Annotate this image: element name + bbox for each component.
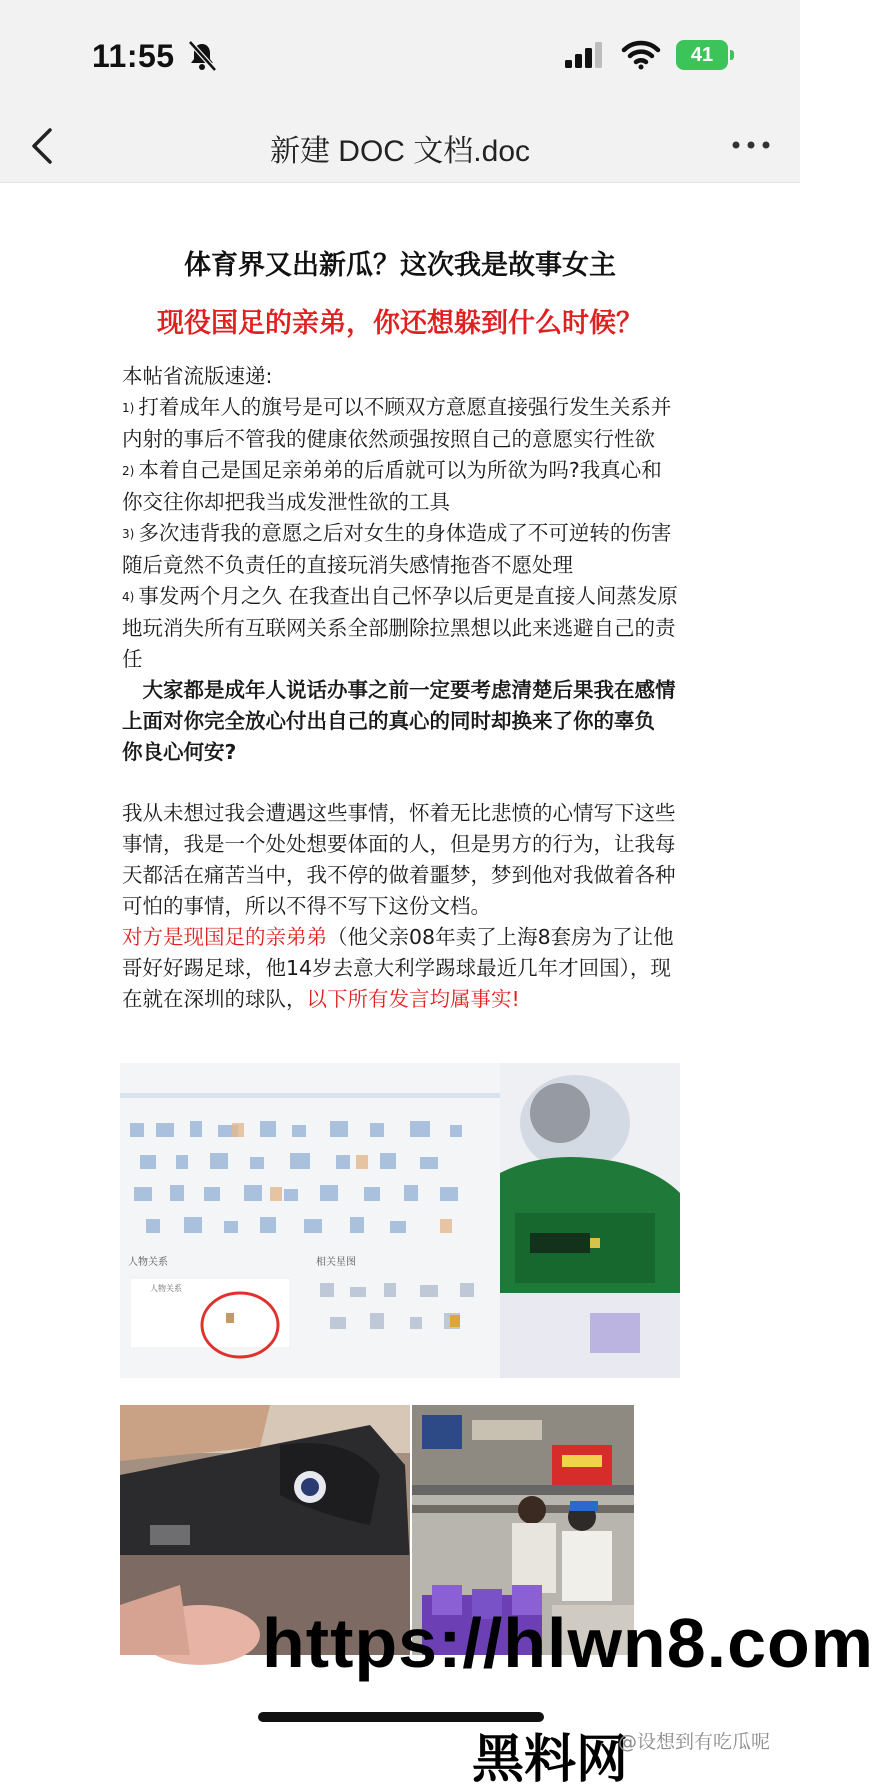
paragraph-2: 我从未想过我会遭遇这些事情，怀着无比悲愤的心情写下这些事情，我是一个处处想要体面的人，但是男方的行为，让我每天都活在痛苦当中，我不停的做着噩梦，梦到他对我做着各种可怕的事情，所以不得不写下这份文档。 (122, 801, 676, 918)
wifi-icon (622, 40, 660, 70)
cellular-signal-icon (565, 42, 605, 68)
red-highlight-2: 以下所有发言均属事实! (306, 987, 520, 1011)
list-item: 3) 多次违背我的意愿之后对女生的身体造成了不可逆转的伤害随后竟然不负责任的直接玩消失感情拖沓不愿处理 (122, 521, 672, 577)
list-item: 4) 事发两个月之久 在我查出自己怀孕以后更是直接人间蒸发原地玩消失所有互联网关系全部删除拉黑想以此来逃避自己的责任 (122, 584, 678, 671)
doc-body (122, 361, 682, 1015)
watermark-url: https://hlwn8.com (262, 1604, 874, 1682)
list-item: 1) 打着成年人的旗号是可以不顾双方意愿直接强行发生关系并内射的事后不管我的健康依然顽强按照自己的意愿实行性欲 (122, 395, 672, 451)
bold-paragraph: 大家都是成年人说话办事之前一定要考虑清楚后果我在感情上面对你完全放心付出自己的真心的同时却换来了你的辜负 你良心何安? (122, 678, 676, 764)
evidence-image-1 (120, 1063, 680, 1378)
nav-title: 新建 DOC 文档.doc (269, 135, 531, 168)
battery-tip (730, 50, 734, 60)
document-page[interactable] (0, 183, 874, 1790)
image-label-left: 人物关系 (128, 1257, 168, 1268)
bell-muted-icon (187, 40, 217, 72)
image-label-sub: 人物关系 (150, 1284, 182, 1293)
battery-indicator: 41 (676, 40, 728, 70)
status-bar (0, 0, 800, 110)
red-highlight-1: 对方是现国足的亲弟弟 (122, 925, 327, 949)
paragraph-3: 对方是现国足的亲弟弟（他父亲08年卖了上海8套房为了让他哥好好踢足球，他14岁去意大利学踢球最近几年才回国），现在就在深圳的球队，以下所有发言均属事实! (122, 925, 674, 1011)
list-item: 2) 本着自己是国足亲弟弟的后盾就可以为所欲为吗?我真心和你交往你却把我当成发泄性欲的工具 (122, 458, 662, 514)
watermark-cn: 黑料网 (472, 1730, 629, 1790)
status-time: 11:55 (92, 38, 175, 74)
image-label-mid: 相关星图 (316, 1257, 356, 1268)
blurred-screenshot-graphic (120, 1063, 680, 1378)
doc-subtitle: 现役国足的亲弟，你还想躲到什么时候？ (157, 308, 643, 339)
nav-bar (0, 110, 800, 183)
doc-title: 体育界又出新瓜？这次我是故事女主 (184, 250, 616, 281)
weibo-credit: @设想到有吃瓜呢 (618, 1731, 771, 1753)
more-options-icon[interactable] (726, 130, 776, 160)
doc-intro: 本帖省流版速递: (122, 364, 273, 388)
home-indicator[interactable] (258, 1712, 544, 1722)
